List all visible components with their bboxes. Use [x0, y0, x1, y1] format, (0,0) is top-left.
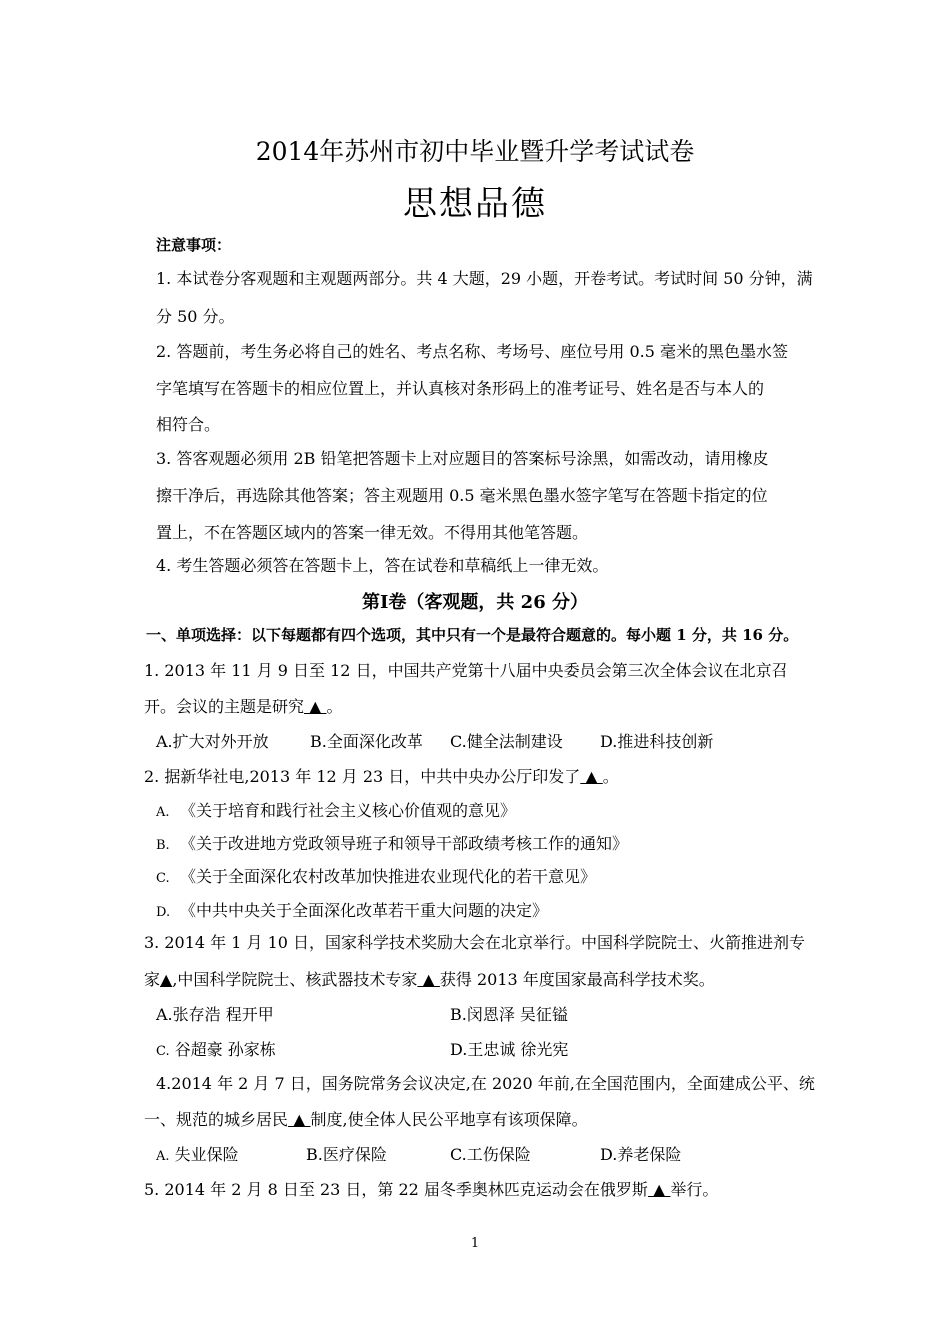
question-5-text [144, 1177, 718, 1200]
q4-option-b: B.医疗保险 [306, 1145, 387, 1164]
q4-text-end: 制度,使全体人民公平地享有该项保障。 [310, 1110, 588, 1129]
answer-blank: ▲ [417, 970, 440, 989]
notice-line: 置上，不在答题区域内的答案一律无效。不得用其他笔答题。 [156, 523, 589, 542]
answer-blank: ▲ [304, 697, 327, 716]
q2-option-c [156, 864, 596, 887]
question-3-text: 3. 2014 年 1 月 10 日，国家科学技术奖励大会在北京举行。中国科学院院士、火箭推进剂专 [144, 933, 806, 952]
notice-line: 3. 答客观题必须用 2B 铅笔把答题卡上对应题目的答案标号涂黑，如需改动，请用橡皮 [156, 449, 769, 468]
notice-line: 擦干净后，再选除其他答案；答主观题用 0.5 毫米黑色墨水签字笔写在答题卡指定的位 [156, 486, 768, 505]
answer-blank: ▲ [288, 1110, 311, 1129]
q1-option-b: B.全面深化改革 [310, 732, 423, 751]
q1-option-d: D.推进科技创新 [600, 732, 714, 751]
exam-title: 2014年苏州市初中毕业暨升学考试试卷 [255, 137, 695, 166]
notice-heading: 注意事项： [156, 236, 232, 254]
q1-options [156, 729, 713, 752]
q4-options [156, 1142, 681, 1165]
question-1-text: 1. 2013 年 11 月 9 日至 12 日，中国共产党第十八届中央委员会第三次全体会议在北京召 [144, 661, 788, 680]
question-4-text: 4.2014 年 2 月 7 日，国务院常务会议决定,在 2020 年前,在全国范围内，全面建成公平、统 [156, 1074, 815, 1093]
q5-text-part: 5. 2014 年 2 月 8 日至 23 日，第 22 届冬季奥林匹克运动会在俄罗斯 [144, 1180, 648, 1199]
q2-text-end: 。 [602, 767, 619, 786]
option-text: 《关于全面深化农村改革加快推进农业现代化的若干意见》 [180, 867, 597, 886]
q3-option-b: B.闵恩泽 吴征镒 [450, 1005, 568, 1024]
q1-option-a: A.扩大对外开放 [156, 732, 269, 751]
q3-text-part2: ,中国科学院院士、核武器技术专家 [172, 970, 418, 989]
option-label: C. [156, 1044, 170, 1059]
question-1-text-cont [144, 694, 343, 717]
option-label: A. [156, 1149, 170, 1164]
notice-line: 1. 本试卷分客观题和主观题两部分。共 4 大题，29 小题，开卷考试。考试时间 50 分钟，满 [156, 269, 813, 288]
subject-title: 思想品德 [403, 184, 547, 224]
answer-blank: ▲ [160, 970, 173, 989]
option-label: D. [156, 905, 171, 920]
q1-text-end: 。 [326, 697, 343, 716]
section-instruction: 一、单项选择：以下每题都有四个选项，其中只有一个是最符合题意的。每小题 1 分，共 16 分。 [146, 626, 799, 644]
q2-option-a [156, 798, 516, 821]
q2-text-part: 2. 据新华社电,2013 年 12 月 23 日，中共中央办公厅印发了 [144, 767, 581, 786]
q3-option-c [156, 1037, 276, 1060]
option-text: 谷超豪 孙家栋 [169, 1040, 276, 1059]
q4-option-c: C.工伤保险 [450, 1145, 531, 1164]
q4-option-d: D.养老保险 [600, 1145, 682, 1164]
question-2-text [144, 764, 619, 787]
notice-line: 相符合。 [156, 415, 221, 434]
section-heading: 第Ⅰ卷（客观题，共 26 分） [361, 592, 588, 613]
option-label: C. [156, 871, 170, 886]
option-label: A. [156, 805, 170, 820]
q4-option-a [156, 1142, 306, 1165]
q5-text-end: 举行。 [670, 1180, 719, 1199]
notice-line: 2. 答题前，考生务必将自己的姓名、考点名称、考场号、座位号用 0.5 毫米的黑色墨水签 [156, 342, 788, 361]
q2-option-b [156, 831, 628, 854]
question-4-text-cont [144, 1107, 588, 1130]
option-text: 《中共中央关于全面深化改革若干重大问题的决定》 [180, 901, 549, 920]
q3-option-d: D.王忠诚 徐光宪 [450, 1040, 569, 1059]
page-number: 1 [470, 1236, 480, 1251]
option-text: 失业保险 [169, 1145, 239, 1164]
q1-text-part: 开。会议的主题是研究 [144, 697, 305, 716]
option-text: 《关于培育和践行社会主义核心价值观的意见》 [180, 801, 517, 820]
answer-blank: ▲ [580, 767, 603, 786]
q3-option-a: A.张存浩 程开甲 [156, 1005, 274, 1024]
answer-blank: ▲ [647, 1180, 671, 1199]
option-text: 《关于改进地方党政领导班子和领导干部政绩考核工作的通知》 [180, 834, 629, 853]
q3-text-part: 家 [144, 970, 161, 989]
notice-line: 字笔填写在答题卡的相应位置上，并认真核对条形码上的准考证号、姓名是否与本人的 [156, 379, 765, 398]
q2-option-d [156, 898, 548, 921]
q3-text-end: 获得 2013 年度国家最高科学技术奖。 [439, 970, 715, 989]
q4-text-part: 一、规范的城乡居民 [144, 1110, 289, 1129]
question-3-text-cont [144, 967, 715, 990]
notice-line: 分 50 分。 [156, 307, 235, 326]
notice-line: 4. 考生答题必须答在答题卡上，答在试卷和草稿纸上一律无效。 [156, 556, 609, 575]
q1-option-c: C.健全法制建设 [450, 732, 563, 751]
option-label: B. [156, 838, 170, 853]
